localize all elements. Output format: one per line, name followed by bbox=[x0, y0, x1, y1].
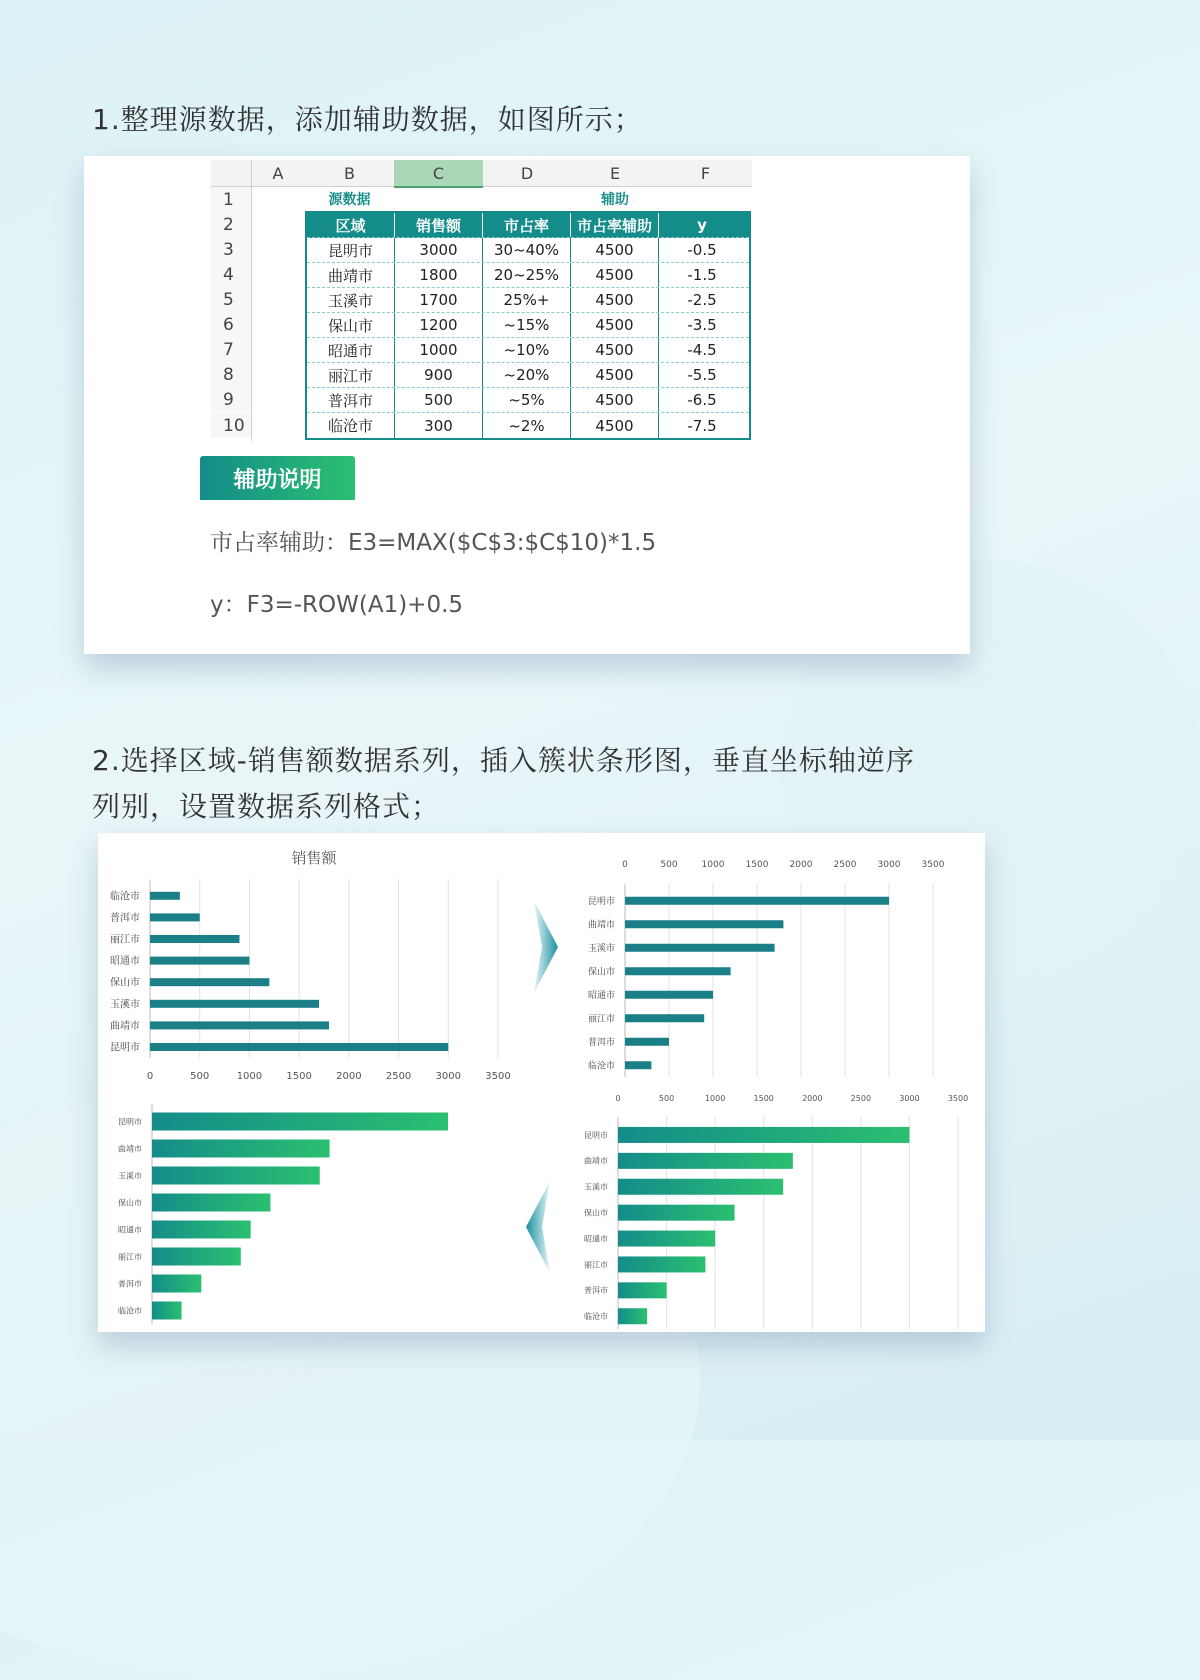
x-tick-label: 3000 bbox=[877, 860, 901, 870]
note-helper-formula: 市占率辅助：E3=MAX($C$3:$C$10)*1.5 bbox=[210, 530, 657, 556]
category-label: 昆明市 bbox=[584, 1130, 608, 1140]
chart-original[interactable] bbox=[100, 833, 532, 1085]
bar bbox=[625, 1061, 651, 1069]
category-label: 保山市 bbox=[584, 1208, 608, 1218]
table-cell[interactable]: ~2% bbox=[483, 413, 571, 438]
category-label: 曲靖市 bbox=[584, 1156, 608, 1166]
category-label: 普洱市 bbox=[587, 1037, 615, 1048]
bar bbox=[625, 1038, 669, 1046]
bar bbox=[150, 1000, 319, 1008]
table-cell[interactable]: ~20% bbox=[483, 363, 571, 387]
x-tick-label: 3000 bbox=[899, 1094, 920, 1103]
category-label: 丽江市 bbox=[587, 1014, 615, 1025]
x-tick-label: 2000 bbox=[789, 860, 813, 870]
bar bbox=[152, 1248, 241, 1266]
table-cell[interactable]: 保山市 bbox=[307, 313, 395, 337]
column-header-e[interactable]: E bbox=[571, 160, 659, 187]
row-header[interactable]: 5 bbox=[211, 287, 251, 312]
category-label: 普洱市 bbox=[110, 912, 140, 924]
header-cell[interactable]: 销售额 bbox=[395, 213, 483, 237]
bar bbox=[150, 957, 249, 965]
x-tick-label: 3000 bbox=[435, 1071, 462, 1082]
bar bbox=[618, 1231, 715, 1247]
data-table bbox=[305, 211, 751, 440]
category-label: 昆明市 bbox=[118, 1117, 142, 1127]
source-data-label: 源数据 bbox=[328, 192, 371, 208]
note-y-formula: y：F3=-ROW(A1)+0.5 bbox=[210, 592, 464, 618]
bar bbox=[618, 1179, 783, 1195]
header-cell[interactable]: y bbox=[697, 216, 707, 234]
x-tick-label: 0 bbox=[146, 1071, 154, 1082]
table-cell[interactable]: -1.5 bbox=[687, 266, 717, 284]
row-header[interactable]: 10 bbox=[211, 413, 251, 438]
bar bbox=[150, 913, 200, 921]
table-cell[interactable]: -0.5 bbox=[687, 241, 717, 259]
table-cell[interactable]: 4500 bbox=[571, 363, 659, 387]
table-cell[interactable]: 4500 bbox=[571, 263, 659, 287]
table-cell[interactable]: 4500 bbox=[571, 388, 659, 412]
bar bbox=[152, 1221, 251, 1239]
row-header[interactable]: 4 bbox=[211, 262, 251, 287]
table-cell[interactable]: 玉溪市 bbox=[307, 288, 395, 312]
table-cell[interactable]: 昭通市 bbox=[307, 338, 395, 362]
bar bbox=[625, 897, 889, 905]
row-header[interactable]: 6 bbox=[211, 312, 251, 337]
bar bbox=[618, 1308, 647, 1324]
x-tick-label: 3500 bbox=[921, 860, 945, 870]
arrow-left-icon bbox=[524, 1179, 552, 1275]
bar bbox=[152, 1194, 270, 1212]
row-header[interactable]: 8 bbox=[211, 362, 251, 387]
chart-title: 销售额 bbox=[291, 849, 337, 867]
bar-chart-svg bbox=[583, 847, 983, 1087]
header-cell[interactable]: 市占率辅助 bbox=[571, 213, 659, 237]
table-row bbox=[307, 288, 749, 313]
table-row bbox=[307, 363, 749, 388]
row-header[interactable]: 3 bbox=[211, 237, 251, 262]
step1-heading: 1.整理源数据，添加辅助数据，如图所示； bbox=[92, 103, 643, 136]
category-label: 昆明市 bbox=[110, 1042, 140, 1054]
column-header-c[interactable]: C bbox=[394, 160, 483, 188]
x-tick-label: 2500 bbox=[833, 860, 857, 870]
step2-heading bbox=[92, 738, 992, 830]
arrow-right-icon bbox=[532, 899, 560, 995]
x-tick-label: 1500 bbox=[286, 1071, 312, 1082]
table-cell[interactable]: 丽江市 bbox=[307, 363, 395, 387]
x-tick-label: 1500 bbox=[753, 1094, 774, 1103]
bar-chart-svg bbox=[100, 833, 532, 1085]
category-label: 昭通市 bbox=[587, 990, 615, 1001]
table-cell[interactable]: -6.5 bbox=[687, 391, 717, 409]
table-cell[interactable]: 4500 bbox=[571, 413, 659, 438]
x-tick-label: 500 bbox=[660, 860, 678, 870]
step2-heading-line1: 2.选择区域-销售额数据系列，插入簇状条形图，垂直坐标轴逆序 bbox=[92, 744, 915, 777]
bar bbox=[150, 1043, 448, 1051]
category-label: 普洱市 bbox=[118, 1279, 142, 1289]
column-header-d[interactable]: D bbox=[483, 160, 571, 187]
table-cell[interactable]: -2.5 bbox=[687, 291, 717, 309]
x-tick-label: 1500 bbox=[745, 860, 769, 870]
bar bbox=[625, 1014, 704, 1022]
category-label: 临沧市 bbox=[118, 1306, 142, 1316]
category-label: 玉溪市 bbox=[584, 1182, 608, 1192]
bar bbox=[152, 1302, 182, 1320]
bar bbox=[150, 978, 269, 986]
table-cell[interactable]: ~5% bbox=[483, 388, 571, 412]
category-label: 保山市 bbox=[118, 1198, 142, 1208]
x-tick-label: 2500 bbox=[385, 1071, 412, 1082]
table-cell[interactable]: 临沧市 bbox=[307, 413, 395, 438]
table-cell[interactable]: 普洱市 bbox=[307, 388, 395, 412]
select-all-corner[interactable] bbox=[211, 160, 251, 187]
x-tick-label: 1000 bbox=[704, 1094, 726, 1103]
table-row bbox=[307, 313, 749, 338]
category-label: 丽江市 bbox=[584, 1260, 608, 1270]
table-cell[interactable]: -5.5 bbox=[687, 366, 717, 384]
category-label: 昆明市 bbox=[587, 896, 615, 907]
x-tick-label: 1000 bbox=[701, 860, 725, 870]
table-cell[interactable]: 500 bbox=[395, 388, 483, 412]
category-label: 昭通市 bbox=[584, 1234, 608, 1244]
x-tick-label: 1000 bbox=[236, 1071, 263, 1082]
bar-chart-svg bbox=[580, 1085, 983, 1322]
chart-final[interactable] bbox=[100, 1095, 536, 1323]
bar-chart-svg bbox=[100, 1095, 536, 1323]
category-label: 曲靖市 bbox=[118, 1144, 142, 1154]
category-label: 临沧市 bbox=[584, 1312, 608, 1322]
table-cell[interactable]: 20~25% bbox=[483, 263, 571, 287]
table-cell[interactable]: 30~40% bbox=[483, 238, 571, 262]
chart-gradient-fill[interactable] bbox=[580, 1085, 983, 1322]
category-label: 曲靖市 bbox=[587, 920, 615, 931]
table-cell[interactable]: -7.5 bbox=[687, 416, 717, 435]
bar bbox=[625, 991, 713, 999]
column-header-f[interactable]: F bbox=[659, 160, 752, 187]
bar bbox=[618, 1282, 667, 1298]
header-cell[interactable]: 区域 bbox=[307, 213, 395, 237]
category-label: 临沧市 bbox=[587, 1061, 615, 1072]
bar bbox=[152, 1113, 448, 1131]
spreadsheet-card bbox=[84, 156, 970, 654]
table-cell[interactable]: 4500 bbox=[571, 238, 659, 262]
table-cell[interactable]: ~10% bbox=[483, 338, 571, 362]
bar bbox=[618, 1205, 735, 1221]
category-label: 临沧市 bbox=[110, 891, 140, 903]
step2-heading-line2: 列别，设置数据系列格式； bbox=[92, 790, 441, 823]
category-label: 普洱市 bbox=[584, 1286, 608, 1296]
charts-card bbox=[98, 833, 985, 1332]
bar bbox=[618, 1256, 705, 1272]
helper-data-label: 辅助 bbox=[601, 192, 629, 208]
table-cell[interactable]: -4.5 bbox=[687, 341, 717, 359]
table-row bbox=[307, 388, 749, 413]
table-row bbox=[307, 263, 749, 288]
table-row bbox=[307, 238, 749, 263]
chart-reversed-axis[interactable] bbox=[583, 847, 983, 1087]
category-label: 曲靖市 bbox=[110, 1020, 140, 1032]
x-tick-label: 3500 bbox=[485, 1071, 511, 1082]
table-cell[interactable]: 4500 bbox=[571, 313, 659, 337]
table-cell[interactable]: 4500 bbox=[571, 288, 659, 312]
bar bbox=[152, 1140, 330, 1158]
table-header-row bbox=[307, 213, 749, 238]
category-label: 玉溪市 bbox=[118, 1171, 142, 1181]
table-cell[interactable]: 25%+ bbox=[483, 288, 571, 312]
x-tick-label: 500 bbox=[658, 1094, 675, 1103]
x-tick-label: 0 bbox=[615, 1094, 621, 1103]
notes-title-badge: 辅助说明 bbox=[200, 456, 355, 500]
bar bbox=[625, 920, 783, 928]
table-cell[interactable]: -3.5 bbox=[687, 316, 717, 334]
x-tick-label: 2000 bbox=[802, 1094, 823, 1103]
x-tick-label: 500 bbox=[190, 1071, 210, 1082]
bar bbox=[150, 1021, 329, 1029]
x-tick-label: 0 bbox=[622, 860, 628, 870]
header-cell[interactable]: 市占率 bbox=[483, 213, 571, 237]
row-header[interactable]: 2 bbox=[211, 212, 251, 237]
table-cell[interactable]: 曲靖市 bbox=[307, 263, 395, 287]
x-tick-label: 3500 bbox=[947, 1094, 969, 1103]
table-cell[interactable]: 1000 bbox=[395, 338, 483, 362]
bar bbox=[152, 1275, 201, 1293]
table-row bbox=[307, 413, 749, 438]
bar bbox=[625, 967, 731, 975]
table-row bbox=[307, 338, 749, 363]
category-label: 昭通市 bbox=[110, 956, 140, 968]
row-header[interactable]: 7 bbox=[211, 337, 251, 362]
row-header-divider bbox=[251, 160, 252, 441]
column-header-a[interactable]: A bbox=[251, 160, 305, 187]
table-cell[interactable]: 1700 bbox=[395, 288, 483, 312]
row-header[interactable]: 9 bbox=[211, 387, 251, 412]
row-header[interactable]: 1 bbox=[211, 187, 251, 212]
category-label: 丽江市 bbox=[110, 934, 140, 946]
category-label: 玉溪市 bbox=[587, 943, 615, 954]
x-tick-label: 2500 bbox=[850, 1094, 872, 1103]
bar bbox=[150, 935, 239, 943]
bar bbox=[152, 1167, 320, 1185]
category-label: 丽江市 bbox=[118, 1252, 142, 1262]
category-label: 保山市 bbox=[110, 977, 140, 989]
category-label: 昭通市 bbox=[118, 1225, 142, 1235]
table-cell[interactable]: 900 bbox=[395, 363, 483, 387]
table-cell[interactable]: 4500 bbox=[571, 338, 659, 362]
category-label: 玉溪市 bbox=[110, 999, 140, 1011]
table-cell[interactable]: 昆明市 bbox=[307, 238, 395, 262]
table-cell[interactable]: 3000 bbox=[395, 238, 483, 262]
table-cell[interactable]: 300 bbox=[395, 413, 483, 438]
table-cell[interactable]: 1800 bbox=[395, 263, 483, 287]
bar bbox=[150, 892, 180, 900]
bar bbox=[618, 1153, 793, 1169]
column-header-b[interactable]: B bbox=[305, 160, 394, 187]
category-label: 保山市 bbox=[587, 967, 615, 978]
x-tick-label: 2000 bbox=[336, 1071, 362, 1082]
table-cell[interactable]: ~15% bbox=[483, 313, 571, 337]
bar bbox=[618, 1127, 909, 1143]
table-cell[interactable]: 1200 bbox=[395, 313, 483, 337]
bar bbox=[625, 944, 775, 952]
